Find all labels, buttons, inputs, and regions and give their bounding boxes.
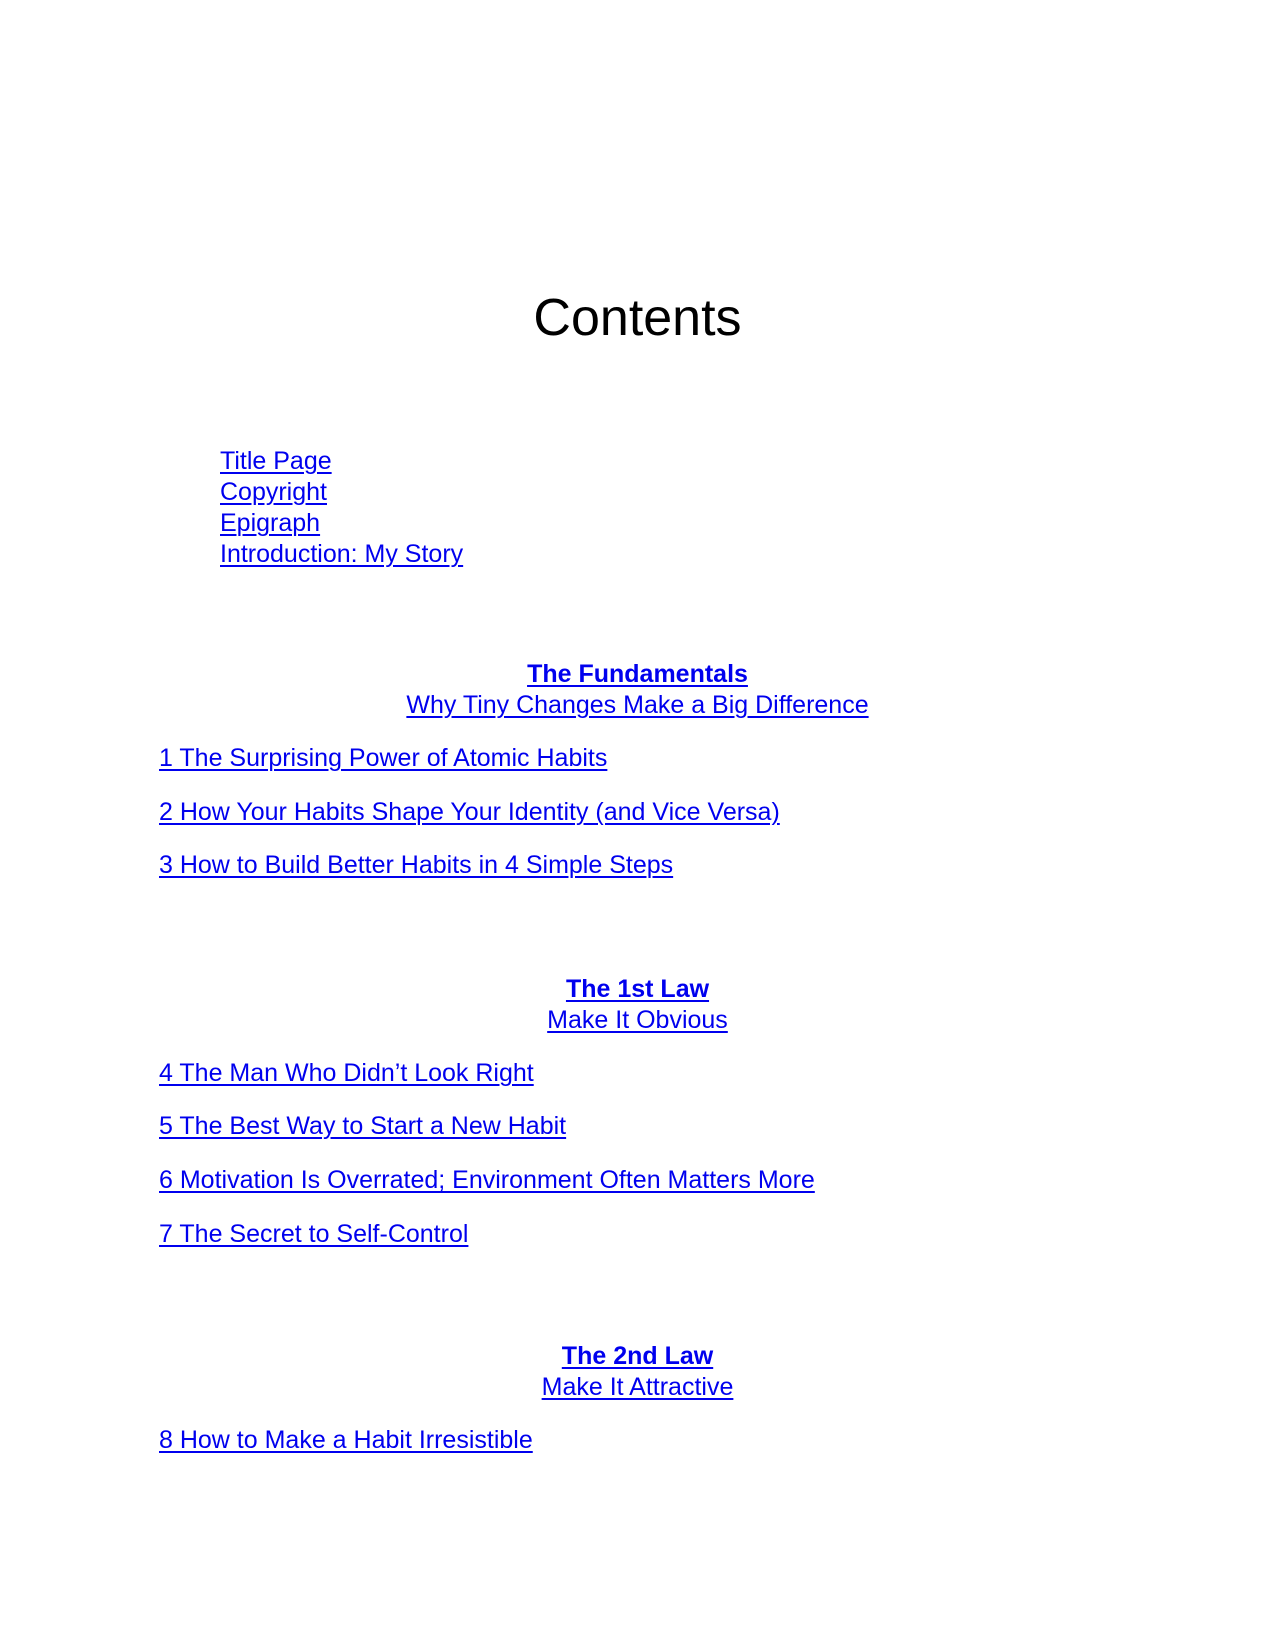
chapter-entry (159, 797, 780, 828)
toc-link-subtitle-1st-law[interactable]: Make It Obvious (547, 1006, 728, 1034)
toc-link-introduction[interactable]: Introduction: My Story (220, 540, 464, 568)
toc-link-part-fundamentals[interactable]: The Fundamentals (527, 660, 748, 688)
toc-link-title-page[interactable]: Title Page (220, 447, 332, 475)
toc-link-chapter-2[interactable]: 2 How Your Habits Shape Your Identity (and Vice Versa) (159, 798, 780, 826)
toc-link-chapter-7[interactable]: 7 The Secret to Self-Control (159, 1220, 469, 1248)
toc-link-part-2nd-law[interactable]: The 2nd Law (561, 1342, 714, 1370)
section-heading-1st-law (0, 974, 1275, 1036)
toc-link-part-1st-law[interactable]: The 1st Law (565, 975, 710, 1003)
section-heading-2nd-law (0, 1341, 1275, 1403)
toc-link-chapter-3[interactable]: 3 How to Build Better Habits in 4 Simple Steps (159, 851, 674, 879)
toc-link-copyright[interactable]: Copyright (220, 478, 327, 506)
chapter-entry (159, 1425, 533, 1456)
chapter-entry (159, 1219, 468, 1250)
list-item (220, 508, 463, 539)
chapter-entry (159, 1165, 815, 1196)
toc-link-subtitle-fundamentals[interactable]: Why Tiny Changes Make a Big Difference (406, 691, 869, 719)
toc-link-chapter-1[interactable]: 1 The Surprising Power of Atomic Habits (159, 744, 608, 772)
list-item (220, 539, 463, 570)
chapter-entry (159, 1058, 534, 1089)
list-item (220, 446, 463, 477)
toc-link-subtitle-2nd-law[interactable]: Make It Attractive (541, 1373, 734, 1401)
front-matter-list (220, 446, 463, 570)
toc-link-chapter-4[interactable]: 4 The Man Who Didn’t Look Right (159, 1059, 534, 1087)
page-title: Contents (533, 289, 742, 347)
toc-link-chapter-8[interactable]: 8 How to Make a Habit Irresistible (159, 1426, 533, 1454)
toc-link-epigraph[interactable]: Epigraph (220, 509, 321, 537)
chapter-entry (159, 1111, 566, 1142)
chapter-entry (159, 850, 673, 881)
toc-link-chapter-5[interactable]: 5 The Best Way to Start a New Habit (159, 1112, 567, 1140)
section-heading-fundamentals (0, 659, 1275, 721)
toc-link-chapter-6[interactable]: 6 Motivation Is Overrated; Environment Often Matters More (159, 1166, 815, 1194)
list-item (220, 477, 463, 508)
chapter-entry (159, 743, 607, 774)
